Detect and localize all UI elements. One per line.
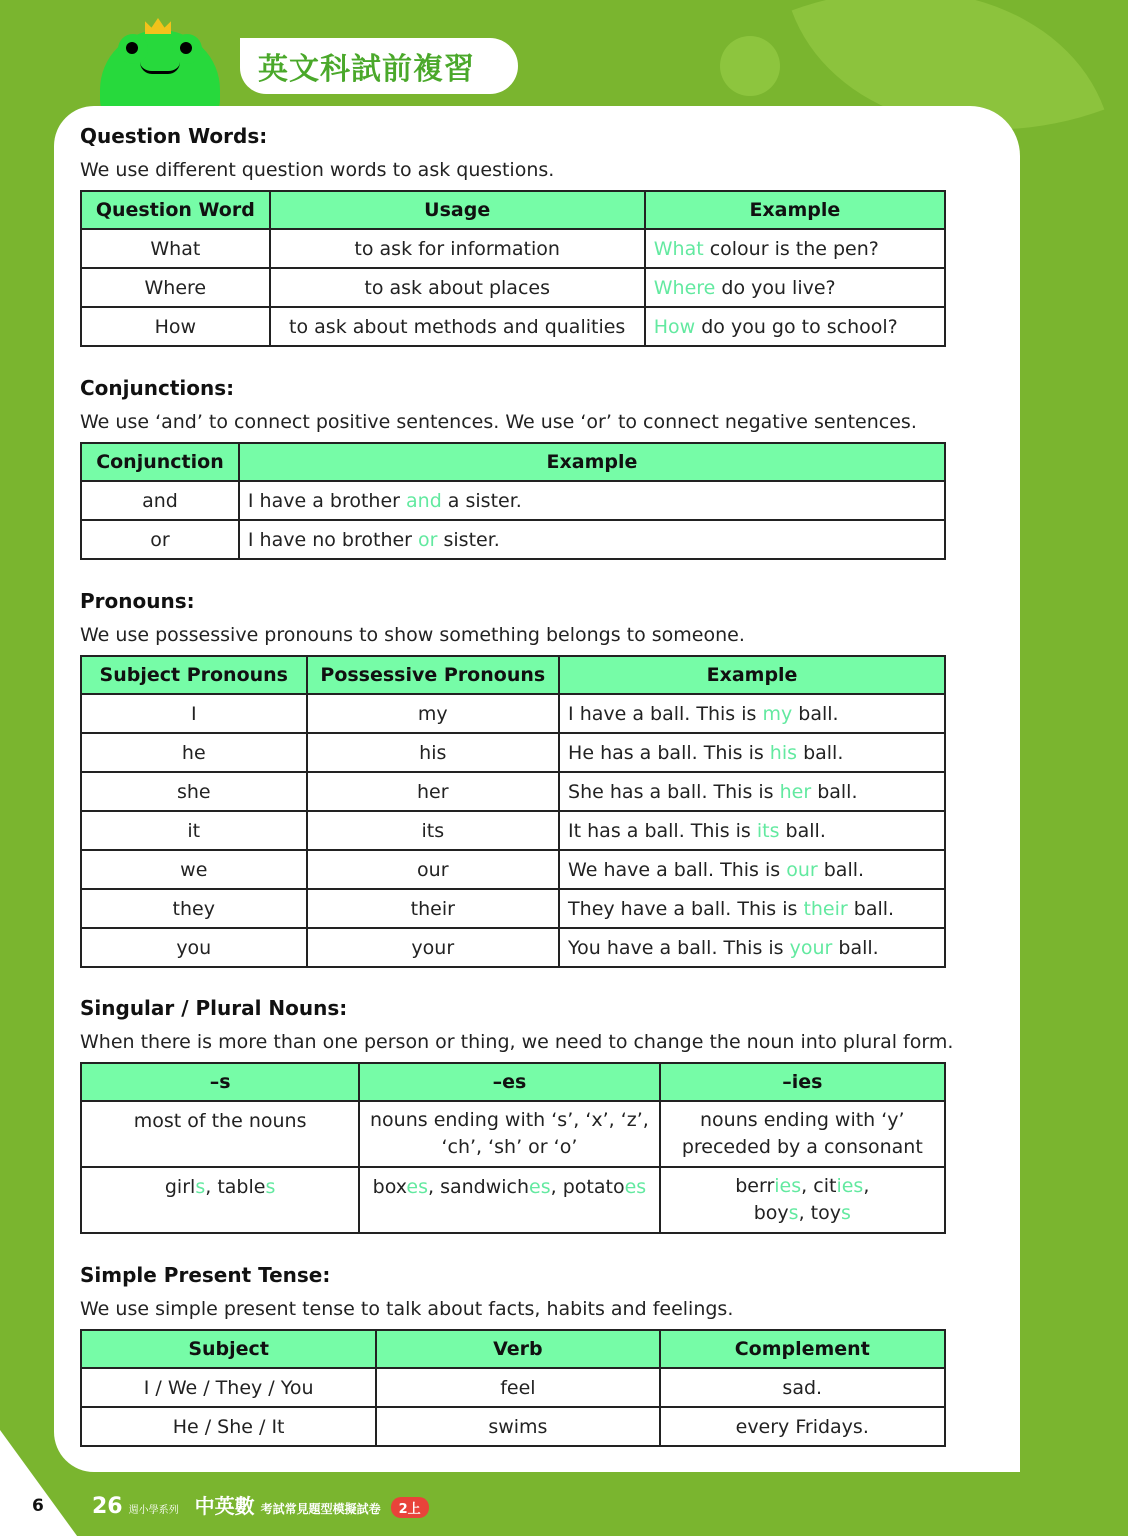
example-text: I have a brother — [247, 489, 407, 512]
example-text: She has a ball. This is — [568, 780, 780, 803]
rule-line: nouns ending with ‘s’, ‘x’, ‘z’, — [370, 1109, 649, 1131]
word-suffix: s — [265, 1176, 276, 1198]
table-row — [81, 733, 945, 772]
example-text: We have a ball. This is — [568, 858, 787, 881]
present-tense-table — [80, 1329, 946, 1447]
complement-cell: sad. — [660, 1368, 945, 1407]
subject-cell: I / We / They / You — [81, 1368, 376, 1407]
example-text: It has a ball. This is — [568, 819, 757, 842]
example-text: do you live? — [715, 276, 836, 299]
example-cell: girls, tables — [81, 1167, 359, 1233]
subject-cell: He / She / It — [81, 1407, 376, 1446]
example-cell — [645, 268, 945, 307]
example-cell — [559, 850, 945, 889]
highlight-word: its — [756, 819, 780, 842]
conjunctions-section — [80, 374, 980, 560]
table-row — [81, 889, 945, 928]
example-text: colour is the pen? — [703, 237, 879, 260]
word-stem: boy — [753, 1202, 789, 1224]
example-text: ball. — [811, 780, 858, 803]
example-cell — [559, 889, 945, 928]
possessive-cell: their — [307, 889, 560, 928]
rule-line: ‘ch’, ‘sh’ or ‘o’ — [441, 1136, 578, 1158]
example-cell — [559, 733, 945, 772]
section-title: Conjunctions: — [80, 376, 235, 400]
table-header: Question Word — [81, 191, 270, 229]
table-header-row — [81, 656, 945, 694]
table-row — [81, 1101, 945, 1167]
section-description: We use simple present tense to talk about facts, habits and feelings. — [80, 1298, 734, 1320]
table-row — [81, 694, 945, 733]
verb-cell: swims — [376, 1407, 659, 1446]
subject-cell: he — [81, 733, 307, 772]
book-title: 中英數 — [194, 1494, 255, 1518]
highlight-word: their — [803, 897, 848, 920]
section-description: We use possessive pronouns to show something belongs to someone. — [80, 624, 745, 646]
example-text: ball. — [817, 858, 865, 881]
table-row — [81, 850, 945, 889]
plural-nouns-table — [80, 1062, 946, 1234]
question-words-table — [80, 190, 946, 347]
example-text: ball. — [792, 702, 839, 725]
word-suffix: ies — [774, 1175, 802, 1197]
question-words-section — [80, 122, 980, 347]
table-header: Example — [645, 191, 945, 229]
header-title-pill — [240, 38, 518, 94]
pronouns-table — [80, 655, 946, 968]
example-cell — [559, 694, 945, 733]
possessive-cell: his — [307, 733, 560, 772]
table-header: –ies — [660, 1063, 945, 1101]
subject-cell: I — [81, 694, 307, 733]
example-line: berries, cities, — [735, 1175, 870, 1197]
frog-eye-left — [118, 34, 148, 64]
table-header: Verb — [376, 1330, 659, 1368]
highlight-word: our — [786, 858, 818, 881]
example-text: I have no brother — [247, 528, 419, 551]
table-row — [81, 229, 945, 268]
example-cell: boxes, sandwiches, potatoes — [359, 1167, 659, 1233]
table-row — [81, 811, 945, 850]
possessive-cell: our — [307, 850, 560, 889]
example-text: ball. — [832, 936, 879, 959]
word-suffix: ies — [836, 1175, 864, 1197]
table-header: Usage — [270, 191, 645, 229]
subject-cell: she — [81, 772, 307, 811]
question-word-cell: Where — [81, 268, 270, 307]
conjunction-cell: and — [81, 481, 239, 520]
page-number: 6 — [32, 1496, 44, 1516]
word-stem: cit — [813, 1175, 837, 1197]
table-header: Subject — [81, 1330, 376, 1368]
table-row — [81, 928, 945, 967]
highlight-word: her — [779, 780, 812, 803]
word-stem: potato — [562, 1176, 625, 1198]
conjunction-cell: or — [81, 520, 239, 559]
example-text: sister. — [437, 528, 500, 551]
word-suffix: s — [840, 1202, 851, 1224]
complement-cell: every Fridays. — [660, 1407, 945, 1446]
table-header: Example — [559, 656, 945, 694]
example-cell — [660, 1167, 945, 1233]
pronouns-section — [80, 587, 980, 968]
example-line: boys, toys — [753, 1202, 851, 1224]
table-header-row — [81, 1063, 945, 1101]
table-row — [81, 520, 945, 559]
word-stem: girl — [164, 1176, 196, 1198]
table-header: Possessive Pronouns — [307, 656, 560, 694]
series-logo: 26 — [92, 1494, 123, 1519]
word-stem: toy — [810, 1202, 841, 1224]
highlight-word: or — [418, 528, 438, 551]
highlight-word: and — [406, 489, 442, 512]
highlight-word: his — [769, 741, 798, 764]
table-header: Example — [239, 443, 945, 481]
word-suffix: s — [195, 1176, 206, 1198]
rule-line: preceded by a consonant — [681, 1136, 923, 1158]
word-stem: sandwich — [440, 1176, 530, 1198]
subject-cell: they — [81, 889, 307, 928]
highlight-word: What — [653, 237, 704, 260]
example-text: ball. — [847, 897, 895, 920]
rule-line: nouns ending with ‘y’ — [700, 1109, 905, 1131]
table-header-row — [81, 191, 945, 229]
grade-badge: 2上 — [391, 1497, 429, 1518]
subject-cell: we — [81, 850, 307, 889]
usage-cell: to ask about methods and qualities — [270, 307, 645, 346]
table-row — [81, 1368, 945, 1407]
possessive-cell: my — [307, 694, 560, 733]
section-description: We use different question words to ask questions. — [80, 159, 555, 181]
table-header: Conjunction — [81, 443, 239, 481]
usage-cell: to ask about places — [270, 268, 645, 307]
possessive-cell: your — [307, 928, 560, 967]
section-description: When there is more than one person or thing, we need to change the noun into plural form. — [80, 1031, 954, 1053]
table-row — [81, 481, 945, 520]
plural-nouns-section — [80, 994, 1000, 1234]
table-header: –es — [359, 1063, 659, 1101]
word-stem: berr — [735, 1175, 775, 1197]
example-cell — [239, 520, 945, 559]
table-header: –s — [81, 1063, 359, 1101]
table-row — [81, 772, 945, 811]
present-tense-section — [80, 1261, 980, 1447]
section-description: We use ‘and’ to connect positive sentences. We use ‘or’ to connect negative sentences. — [80, 411, 917, 433]
possessive-cell: its — [307, 811, 560, 850]
subject-cell: you — [81, 928, 307, 967]
possessive-cell: her — [307, 772, 560, 811]
example-text: He has a ball. This is — [568, 741, 770, 764]
question-word-cell: What — [81, 229, 270, 268]
question-word-cell: How — [81, 307, 270, 346]
verb-cell: feel — [376, 1368, 659, 1407]
rule-cell: most of the nouns — [81, 1101, 359, 1167]
footer-logo — [92, 1490, 429, 1519]
rule-cell — [359, 1101, 659, 1167]
example-text: ball. — [797, 741, 844, 764]
table-row — [81, 307, 945, 346]
conjunctions-table — [80, 442, 946, 560]
word-stem: box — [372, 1176, 407, 1198]
example-text: I have a ball. This is — [568, 702, 763, 725]
example-cell — [645, 229, 945, 268]
example-cell — [559, 811, 945, 850]
highlight-word: my — [762, 702, 793, 725]
page-title: 英文科試前複習 — [258, 52, 475, 87]
leaf-decoration-small — [720, 36, 780, 96]
word-suffix: es — [529, 1176, 551, 1198]
highlight-word: How — [653, 315, 696, 338]
example-text: ball. — [779, 819, 826, 842]
highlight-word: Where — [653, 276, 716, 299]
subject-cell: it — [81, 811, 307, 850]
rule-cell — [660, 1101, 945, 1167]
example-text: a sister. — [441, 489, 522, 512]
word-suffix: es — [406, 1176, 428, 1198]
table-row — [81, 1407, 945, 1446]
frog-eye-right — [172, 34, 202, 64]
example-text: You have a ball. This is — [568, 936, 790, 959]
table-header-row — [81, 1330, 945, 1368]
table-row — [81, 1167, 945, 1233]
example-cell — [559, 928, 945, 967]
highlight-word: your — [789, 936, 833, 959]
series-label: 週小學系列 — [128, 1505, 179, 1516]
example-text: They have a ball. This is — [568, 897, 804, 920]
usage-cell: to ask for information — [270, 229, 645, 268]
table-header: Complement — [660, 1330, 945, 1368]
example-cell — [645, 307, 945, 346]
word-stem: table — [217, 1176, 266, 1198]
word-suffix: s — [788, 1202, 799, 1224]
example-text: do you go to school? — [695, 315, 898, 338]
frog-mouth — [140, 62, 180, 74]
table-header-row — [81, 443, 945, 481]
section-title: Singular / Plural Nouns: — [80, 996, 348, 1020]
example-cell — [559, 772, 945, 811]
word-suffix: es — [624, 1176, 647, 1198]
section-title: Pronouns: — [80, 589, 195, 613]
table-header: Subject Pronouns — [81, 656, 307, 694]
section-title: Simple Present Tense: — [80, 1263, 331, 1287]
book-subtitle: 考試常見題型模擬試卷 — [260, 1502, 381, 1516]
example-cell — [239, 481, 945, 520]
table-row — [81, 268, 945, 307]
section-title: Question Words: — [80, 124, 268, 148]
